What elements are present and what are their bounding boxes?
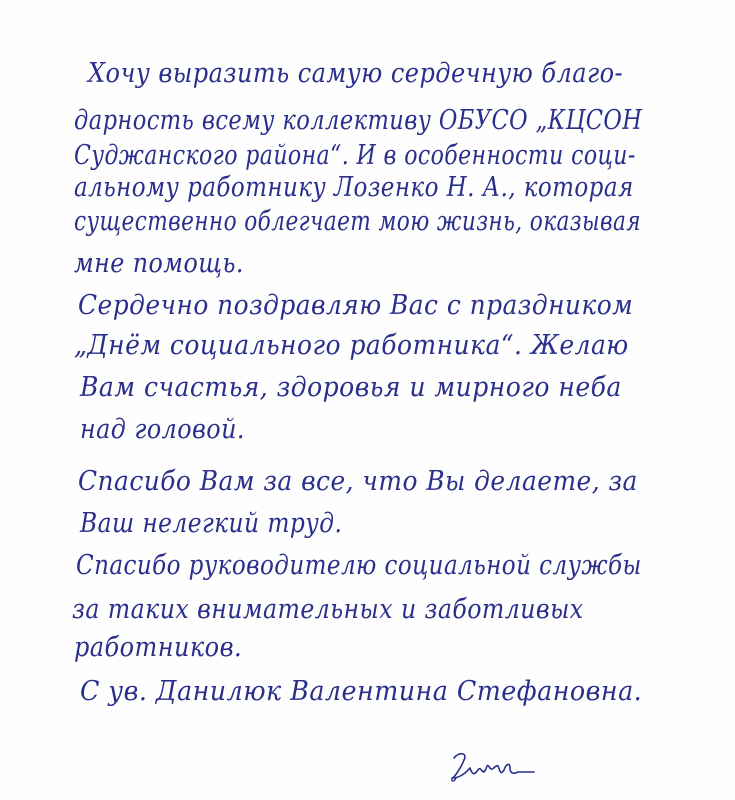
letter-line: „Днём социального работника“. Желаю [74,330,629,361]
letter-line: мне помощь. [74,248,244,279]
letter-line: Спасибо руководителю социальной службы [76,550,642,581]
letter-line: за таких внимательных и заботливых [72,594,584,625]
letter-line: дарность всему коллективу ОБУСО „КЦСОН [74,105,643,136]
letter-line: существенно облегчает мою жизнь, оказывая [74,206,642,237]
handwritten-signature [448,748,538,788]
letter-line: С ув. Данилюк Валентина Стефановна. [80,676,643,707]
letter-line: работников. [74,632,243,663]
letter-line: Хочу выразить самую сердечную благо- [88,58,624,89]
letter-line: Вам счастья, здоровья и мирного неба [80,372,622,403]
letter-line: Сердечно поздравляю Вас с праздником [78,290,634,321]
letter-line: альному работнику Лозенко Н. А., которая [74,172,634,203]
letter-line: Ваш нелегкий труд. [80,508,343,539]
letter-line: Суджанского района“. И в особенности соци- [74,140,636,171]
letter-line: над головой. [80,414,245,445]
letter-line: Спасибо Вам за все, что Вы делаете, за [78,466,638,497]
